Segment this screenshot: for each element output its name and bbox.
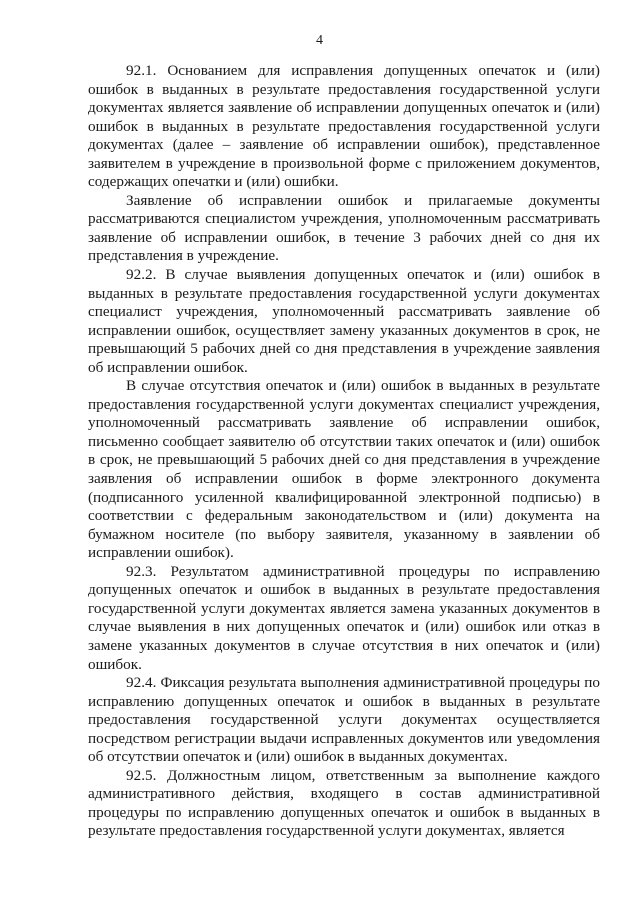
paragraph-92-1: 92.1. Основанием для исправления допущенных опечаток и (или) ошибок в выданных в результате предоставления государственной услуги документах является заявление об исправлении допущенных опечаток и (или) ошибок в выданных в результате предоставления государственной услуги документах (далее – заявление об исправлении ошибок), представленное заявителем в учреждение в произвольной форме с приложением документов, содержащих опечатки и (или) ошибки. (88, 62, 600, 191)
paragraph-92-2: 92.2. В случае выявления допущенных опечаток и (или) ошибок в выданных в результате предоставления государственной услуги документах специалист учреждения, уполномоченный рассматривать заявление об исправлении ошибок, осуществляет замену указанных документов в срок, не превышающий 5 рабочих дней со дня представления в учреждение заявления об исправлении ошибок. (88, 266, 600, 376)
paragraph-no-errors: В случае отсутствия опечаток и (или) ошибок в выданных в результате предоставления государственной услуги документах специалист учреждения, уполномоченный рассматривать заявление об исправлении ошибок, письменно сообщает заявителю об отсутствии таких опечаток и (или) ошибок в срок, не превышающий 5 рабочих дней со дня представления в учреждение заявления об исправлении ошибок в форме электронного документа (подписанного усиленной квалифицированной электронной подписью) в соответствии с федеральным законодательством и (или) документа на бумажном носителе (по выбору заявителя, указанному в заявлении об исправлении ошибок). (88, 377, 600, 562)
paragraph-review-term: Заявление об исправлении ошибок и прилагаемые документы рассматриваются специалистом учреждения, уполномоченным рассматривать заявление об исправлении ошибок, в течение 3 рабочих дней со дня их представления в учреждение. (88, 191, 600, 265)
paragraph-92-3: 92.3. Результатом административной процедуры по исправлению допущенных опечаток и ошибок в выданных в результате предоставления государственной услуги документах является замена указанных документов в случае выявления в них допущенных опечаток и (или) ошибок или отказ в замене указанных документов в случае отсутствия в них опечаток и (или) ошибок. (88, 562, 600, 673)
document-body (88, 62, 600, 841)
page-number: 4 (316, 33, 323, 48)
paragraph-92-4: 92.4. Фиксация результата выполнения административной процедуры по исправлению допущенных опечаток и ошибок в выданных в результате предоставления государственной услуги документах осуществляется посредством регистрации выдачи исправленных документов или уведомления об отсутствии опечаток и (или) ошибок в выданных документах. (88, 674, 600, 766)
paragraph-92-5: 92.5. Должностным лицом, ответственным за выполнение каждого административного действия, входящего в состав административной процедуры по исправлению допущенных опечаток и ошибок в выданных в результате предоставления государственной услуги документах, является (88, 766, 600, 840)
